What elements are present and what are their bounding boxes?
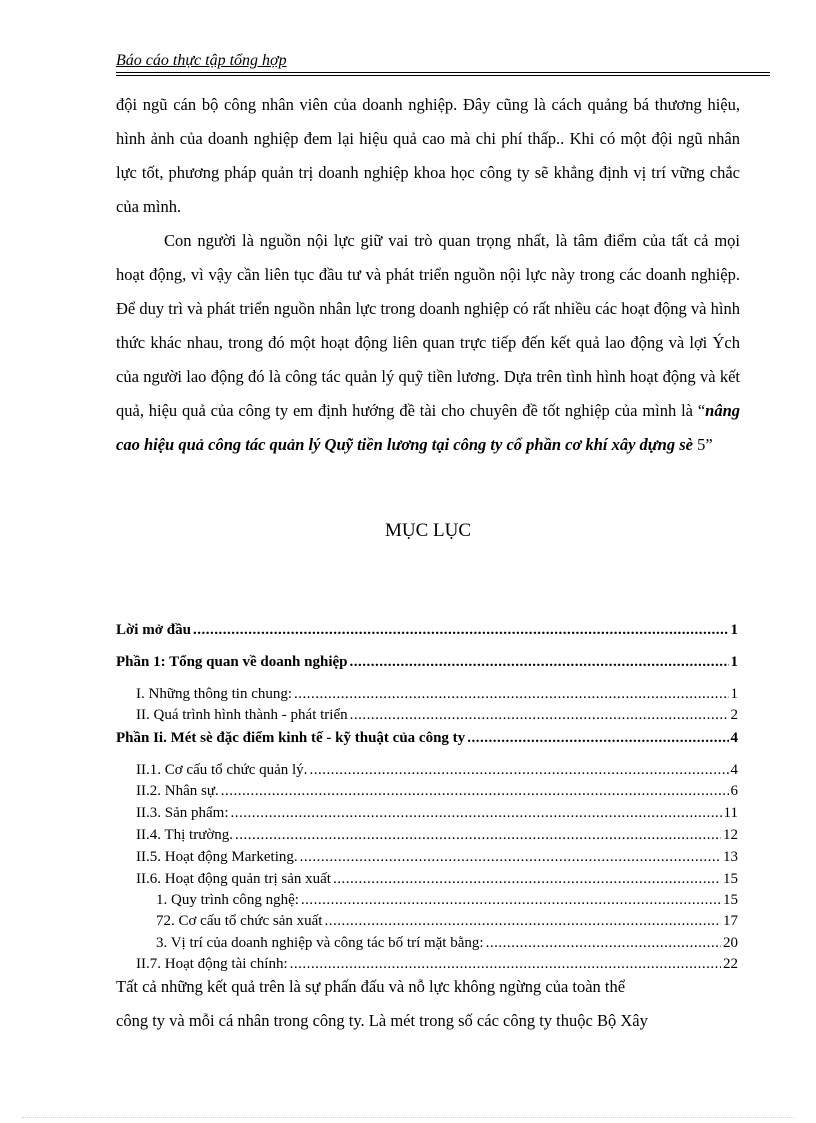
paragraph-2-main: Con người là nguồn nội lực giữ vai trò quan trọng nhất, là tâm điểm của tất cả mọi hoạt động, vì vậy cần liên tục đầu tư và phát triển nguồn nội lực này trong các doanh nghiệp. Để duy trì và phát triển nguồn nhân lực trong doanh nghiệp có rất nhiều các hoạt động và hình thức khác nhau, trong đó một hoạt động liên quan trực tiếp đến kết quả lao động và lợi Ých của người lao động đó là công tác quản lý quỹ tiền lương. Dựa trên tình hình hoạt động và kết quả, hiệu quả của công ty em định hướng đề tài cho chuyên đề tốt nghiệp của mình là: [116, 231, 740, 420]
toc-entry-label: II.1. Cơ cấu tổ chức quản lý.: [136, 762, 308, 778]
toc-entry-page: 12: [723, 827, 738, 843]
body-text: [116, 88, 740, 462]
toc-entry-label: II.2. Nhân sự.: [136, 783, 219, 799]
toc-leader: [349, 654, 728, 671]
toc-entry-page: 20: [723, 935, 738, 951]
toc-entry-page: 4: [730, 762, 738, 778]
thesis-title-tail: 5”: [692, 435, 713, 454]
closing-line-2: công ty và mỗi cá nhân trong công ty. Là mét trong số các công ty thuộc Bộ Xây: [116, 1011, 648, 1030]
toc-leader: [333, 871, 721, 888]
toc-entry-label: Lời mở đầu: [116, 622, 191, 638]
toc-entry-label: II.7. Hoạt động tài chính:: [136, 956, 288, 972]
toc-entry-ii-3[interactable]: [136, 805, 738, 822]
toc-entry-ii-1[interactable]: [136, 762, 738, 779]
toc-leader: [350, 707, 729, 724]
toc-leader: [309, 762, 728, 779]
toc-entry-phan-1[interactable]: [116, 654, 738, 671]
thesis-title: nâng cao hiệu quả công tác quản lý Quỹ tiền lương tại công ty cổ phần cơ khí xây dựng sè: [116, 401, 740, 454]
toc-entry-phan-ii[interactable]: [116, 730, 738, 747]
toc-entry-label: I. Những thông tin chung:: [136, 686, 293, 702]
toc-entry-label: II.6. Hoạt động quản trị sản xuất: [136, 871, 331, 887]
toc-leader: [300, 849, 721, 866]
toc-entry-label: II.3. Sản phẩm:: [136, 805, 229, 821]
toc-leader: [294, 686, 728, 703]
toc-entry-page: 6: [730, 783, 738, 799]
toc-leader: [324, 913, 721, 930]
toc-entry-label: II. Quá trình hình thành - phát triển: [136, 707, 348, 723]
toc-leader: [235, 827, 721, 844]
header-title: Báo cáo thực tập tổng hợp: [116, 52, 287, 69]
header-rule: [116, 72, 770, 73]
header-rule-secondary: [116, 75, 770, 76]
toc-entry-page: 15: [723, 892, 738, 908]
toc-entry-page: 1: [730, 654, 738, 670]
toc-entry-label: 1. Quy trình công nghệ:: [156, 892, 299, 908]
quote-open: “: [697, 401, 706, 420]
toc-title: MỤC LỤC: [384, 520, 472, 541]
toc-entry-page: 11: [723, 805, 738, 821]
toc-entry-ii-6[interactable]: [136, 871, 738, 888]
paragraph-2: [116, 224, 740, 462]
page-bottom-rule: [22, 1117, 794, 1118]
closing-text: [116, 970, 740, 1038]
toc-entry-label: II.4. Thị trường.: [136, 827, 234, 843]
toc-entry-label: 72. Cơ cấu tổ chức sản xuất: [156, 913, 323, 929]
toc-entry-ii-6-2[interactable]: [156, 913, 738, 930]
toc-entry-loi-mo-dau[interactable]: [116, 622, 738, 639]
paragraph-1: đội ngũ cán bộ công nhân viên của doanh nghiệp. Đây cũng là cách quảng bá thương hiệu, hình ảnh của doanh nghiệp đem lại hiệu quả cao mà chi phí thấp.. Khi có một đội ngũ nhân lực tốt, phương pháp quản trị doanh nghiệp khoa học công ty sẽ khẳng định vị trí vững chắc của mình.: [116, 95, 740, 216]
toc-entry-ii-2[interactable]: [136, 783, 738, 800]
toc-entry-ii-4[interactable]: [136, 827, 738, 844]
toc-entry-ii[interactable]: [136, 707, 738, 724]
toc-entry-label: Phần Ii. Mét sè đặc điểm kinh tế - kỹ thuật của công ty: [116, 730, 466, 746]
toc-entry-page: 17: [723, 913, 738, 929]
toc-entry-ii-6-3[interactable]: [156, 935, 738, 952]
page-header: [116, 52, 770, 70]
toc-entry-label: II.5. Hoạt động Marketing.: [136, 849, 298, 865]
toc-leader: [221, 783, 729, 800]
closing-line-1: Tất cả những kết quả trên là sự phấn đấu và nỗ lực không ngừng của toàn thể: [116, 977, 626, 996]
toc-entry-ii-5[interactable]: [136, 849, 738, 866]
toc-entry-i[interactable]: [136, 686, 738, 703]
toc-entry-label: Phần 1: Tổng quan về doanh nghiệp: [116, 654, 348, 670]
toc-entry-page: 13: [723, 849, 738, 865]
toc-entry-page: 1: [730, 622, 738, 638]
toc-leader: [486, 935, 721, 952]
toc-entry-page: 2: [730, 707, 738, 723]
toc-entry-page: 22: [723, 956, 738, 972]
toc-entry-label: 3. Vị trí của doanh nghiệp và công tác bố trí mặt bằng:: [156, 935, 484, 951]
toc-entry-page: 4: [730, 730, 738, 746]
toc-leader: [301, 892, 721, 909]
toc-entry-ii-6-1[interactable]: [156, 892, 738, 909]
toc-leader: [193, 622, 729, 639]
toc-entry-page: 15: [723, 871, 738, 887]
toc-leader: [230, 805, 721, 822]
toc-entry-page: 1: [730, 686, 738, 702]
toc-leader: [467, 730, 728, 747]
